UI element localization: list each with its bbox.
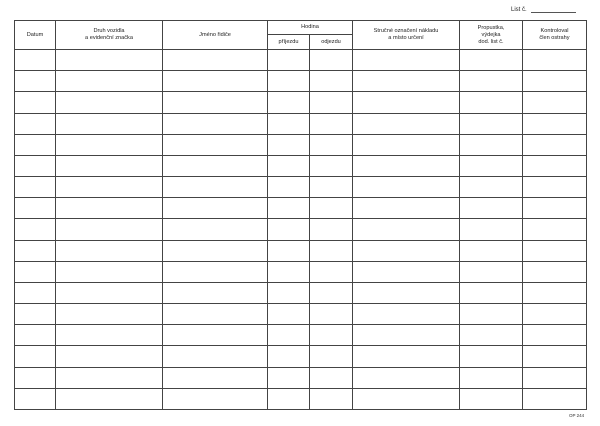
cell-pass[interactable] (460, 177, 523, 198)
table-header (15, 21, 587, 50)
cell-arrival[interactable] (268, 71, 310, 92)
cell-departure[interactable] (310, 50, 353, 71)
cell-pass[interactable] (460, 134, 523, 155)
cell-driver[interactable] (163, 367, 268, 388)
cell-arrival[interactable] (268, 282, 310, 303)
table-row (15, 367, 587, 388)
cell-vehicle[interactable] (56, 134, 163, 155)
cell-vehicle[interactable] (56, 198, 163, 219)
cell-driver[interactable] (163, 388, 268, 409)
cell-driver[interactable] (163, 92, 268, 113)
cell-inspector[interactable] (523, 346, 587, 367)
cell-vehicle[interactable] (56, 346, 163, 367)
col-header-vehicle: Druh vozidla a evidenční značka (56, 21, 163, 50)
cell-driver[interactable] (163, 50, 268, 71)
cell-driver[interactable] (163, 346, 268, 367)
cell-cargo[interactable] (353, 240, 460, 261)
cell-cargo[interactable] (353, 71, 460, 92)
cell-vehicle[interactable] (56, 367, 163, 388)
table-row (15, 388, 587, 409)
cell-cargo[interactable] (353, 155, 460, 176)
cell-cargo[interactable] (353, 282, 460, 303)
cell-cargo[interactable] (353, 367, 460, 388)
cell-vehicle[interactable] (56, 219, 163, 240)
table-body (15, 50, 587, 410)
sheet-number (511, 5, 591, 15)
cell-vehicle[interactable] (56, 113, 163, 134)
cell-inspector[interactable] (523, 325, 587, 346)
sheet-number-field[interactable] (531, 5, 576, 13)
cell-vehicle[interactable] (56, 261, 163, 282)
cell-departure[interactable] (310, 134, 353, 155)
table-row (15, 261, 587, 282)
cell-cargo[interactable] (353, 113, 460, 134)
cell-arrival[interactable] (268, 92, 310, 113)
form-code: OP 244 (569, 413, 585, 418)
cell-arrival[interactable] (268, 325, 310, 346)
cell-arrival[interactable] (268, 346, 310, 367)
cell-vehicle[interactable] (56, 71, 163, 92)
table-row (15, 282, 587, 303)
cell-departure[interactable] (310, 219, 353, 240)
cell-pass[interactable] (460, 219, 523, 240)
table-row (15, 304, 587, 325)
cell-date[interactable] (15, 134, 56, 155)
table-row (15, 50, 587, 71)
cell-vehicle[interactable] (56, 240, 163, 261)
table-row (15, 198, 587, 219)
cell-driver[interactable] (163, 134, 268, 155)
cell-arrival[interactable] (268, 198, 310, 219)
cell-pass[interactable] (460, 240, 523, 261)
cell-inspector[interactable] (523, 261, 587, 282)
col-header-arrival: příjezdu (268, 35, 310, 50)
cell-arrival[interactable] (268, 134, 310, 155)
cell-date[interactable] (15, 388, 56, 409)
col-header-departure: odjezdu (310, 35, 353, 50)
cell-cargo[interactable] (353, 304, 460, 325)
cell-cargo[interactable] (353, 219, 460, 240)
cell-pass[interactable] (460, 92, 523, 113)
cell-departure[interactable] (310, 367, 353, 388)
cell-cargo[interactable] (353, 261, 460, 282)
cell-arrival[interactable] (268, 177, 310, 198)
cell-arrival[interactable] (268, 113, 310, 134)
cell-pass[interactable] (460, 346, 523, 367)
cell-departure[interactable] (310, 388, 353, 409)
cell-departure[interactable] (310, 198, 353, 219)
cell-departure[interactable] (310, 113, 353, 134)
cell-departure[interactable] (310, 325, 353, 346)
col-header-inspector: Kontroloval člen ostrahy (523, 21, 587, 50)
cell-driver[interactable] (163, 155, 268, 176)
col-header-pass: Propustka, výdejka dod. list č. (460, 21, 523, 50)
cell-vehicle[interactable] (56, 325, 163, 346)
cell-driver[interactable] (163, 261, 268, 282)
cell-pass[interactable] (460, 198, 523, 219)
cell-cargo[interactable] (353, 92, 460, 113)
cell-date[interactable] (15, 198, 56, 219)
cell-inspector[interactable] (523, 50, 587, 71)
cell-vehicle[interactable] (56, 50, 163, 71)
table-row (15, 92, 587, 113)
table-row (15, 134, 587, 155)
cell-pass[interactable] (460, 261, 523, 282)
table-row (15, 177, 587, 198)
cell-inspector[interactable] (523, 304, 587, 325)
col-header-date: Datum (15, 21, 56, 50)
cell-cargo[interactable] (353, 134, 460, 155)
cell-driver[interactable] (163, 219, 268, 240)
cell-arrival[interactable] (268, 261, 310, 282)
cell-departure[interactable] (310, 71, 353, 92)
cell-pass[interactable] (460, 71, 523, 92)
cell-driver[interactable] (163, 113, 268, 134)
cell-inspector[interactable] (523, 282, 587, 303)
cell-inspector[interactable] (523, 367, 587, 388)
cell-vehicle[interactable] (56, 155, 163, 176)
table-row (15, 240, 587, 261)
cell-departure[interactable] (310, 346, 353, 367)
cell-departure[interactable] (310, 155, 353, 176)
cell-inspector[interactable] (523, 240, 587, 261)
cell-departure[interactable] (310, 177, 353, 198)
vehicle-log-table (14, 20, 587, 410)
cell-vehicle[interactable] (56, 388, 163, 409)
cell-arrival[interactable] (268, 219, 310, 240)
cell-date[interactable] (15, 177, 56, 198)
cell-arrival[interactable] (268, 388, 310, 409)
cell-pass[interactable] (460, 325, 523, 346)
cell-cargo[interactable] (353, 198, 460, 219)
cell-date[interactable] (15, 282, 56, 303)
cell-pass[interactable] (460, 388, 523, 409)
table-row (15, 219, 587, 240)
cell-vehicle[interactable] (56, 282, 163, 303)
cell-driver[interactable] (163, 198, 268, 219)
cell-inspector[interactable] (523, 155, 587, 176)
cell-date[interactable] (15, 346, 56, 367)
cell-cargo[interactable] (353, 325, 460, 346)
cell-date[interactable] (15, 261, 56, 282)
cell-departure[interactable] (310, 282, 353, 303)
cell-inspector[interactable] (523, 388, 587, 409)
cell-vehicle[interactable] (56, 304, 163, 325)
cell-date[interactable] (15, 155, 56, 176)
cell-inspector[interactable] (523, 198, 587, 219)
cell-vehicle[interactable] (56, 177, 163, 198)
cell-departure[interactable] (310, 304, 353, 325)
cell-driver[interactable] (163, 282, 268, 303)
table-row (15, 346, 587, 367)
cell-arrival[interactable] (268, 304, 310, 325)
col-header-driver: Jméno řidiče (163, 21, 268, 50)
cell-date[interactable] (15, 240, 56, 261)
cell-date[interactable] (15, 71, 56, 92)
cell-inspector[interactable] (523, 134, 587, 155)
table-row (15, 325, 587, 346)
col-header-hour-group: Hodina (268, 21, 353, 35)
cell-date[interactable] (15, 325, 56, 346)
cell-driver[interactable] (163, 240, 268, 261)
cell-inspector[interactable] (523, 113, 587, 134)
cell-inspector[interactable] (523, 92, 587, 113)
cell-departure[interactable] (310, 240, 353, 261)
cell-pass[interactable] (460, 113, 523, 134)
cell-date[interactable] (15, 304, 56, 325)
cell-arrival[interactable] (268, 240, 310, 261)
cell-inspector[interactable] (523, 71, 587, 92)
cell-inspector[interactable] (523, 219, 587, 240)
cell-cargo[interactable] (353, 177, 460, 198)
cell-cargo[interactable] (353, 50, 460, 71)
cell-driver[interactable] (163, 325, 268, 346)
cell-pass[interactable] (460, 282, 523, 303)
cell-date[interactable] (15, 92, 56, 113)
cell-departure[interactable] (310, 92, 353, 113)
table-row (15, 113, 587, 134)
cell-pass[interactable] (460, 367, 523, 388)
cell-inspector[interactable] (523, 177, 587, 198)
cell-cargo[interactable] (353, 346, 460, 367)
cell-arrival[interactable] (268, 155, 310, 176)
cell-driver[interactable] (163, 177, 268, 198)
cell-arrival[interactable] (268, 50, 310, 71)
cell-cargo[interactable] (353, 388, 460, 409)
col-header-cargo: Stručné označení nákladu a místo určení (353, 21, 460, 50)
sheet-number-label: List č. (511, 7, 527, 13)
cell-pass[interactable] (460, 50, 523, 71)
cell-pass[interactable] (460, 304, 523, 325)
cell-departure[interactable] (310, 261, 353, 282)
cell-arrival[interactable] (268, 367, 310, 388)
cell-date[interactable] (15, 367, 56, 388)
cell-driver[interactable] (163, 71, 268, 92)
cell-date[interactable] (15, 113, 56, 134)
cell-date[interactable] (15, 50, 56, 71)
table-row (15, 71, 587, 92)
cell-driver[interactable] (163, 304, 268, 325)
table-row (15, 155, 587, 176)
cell-vehicle[interactable] (56, 92, 163, 113)
cell-date[interactable] (15, 219, 56, 240)
cell-pass[interactable] (460, 155, 523, 176)
